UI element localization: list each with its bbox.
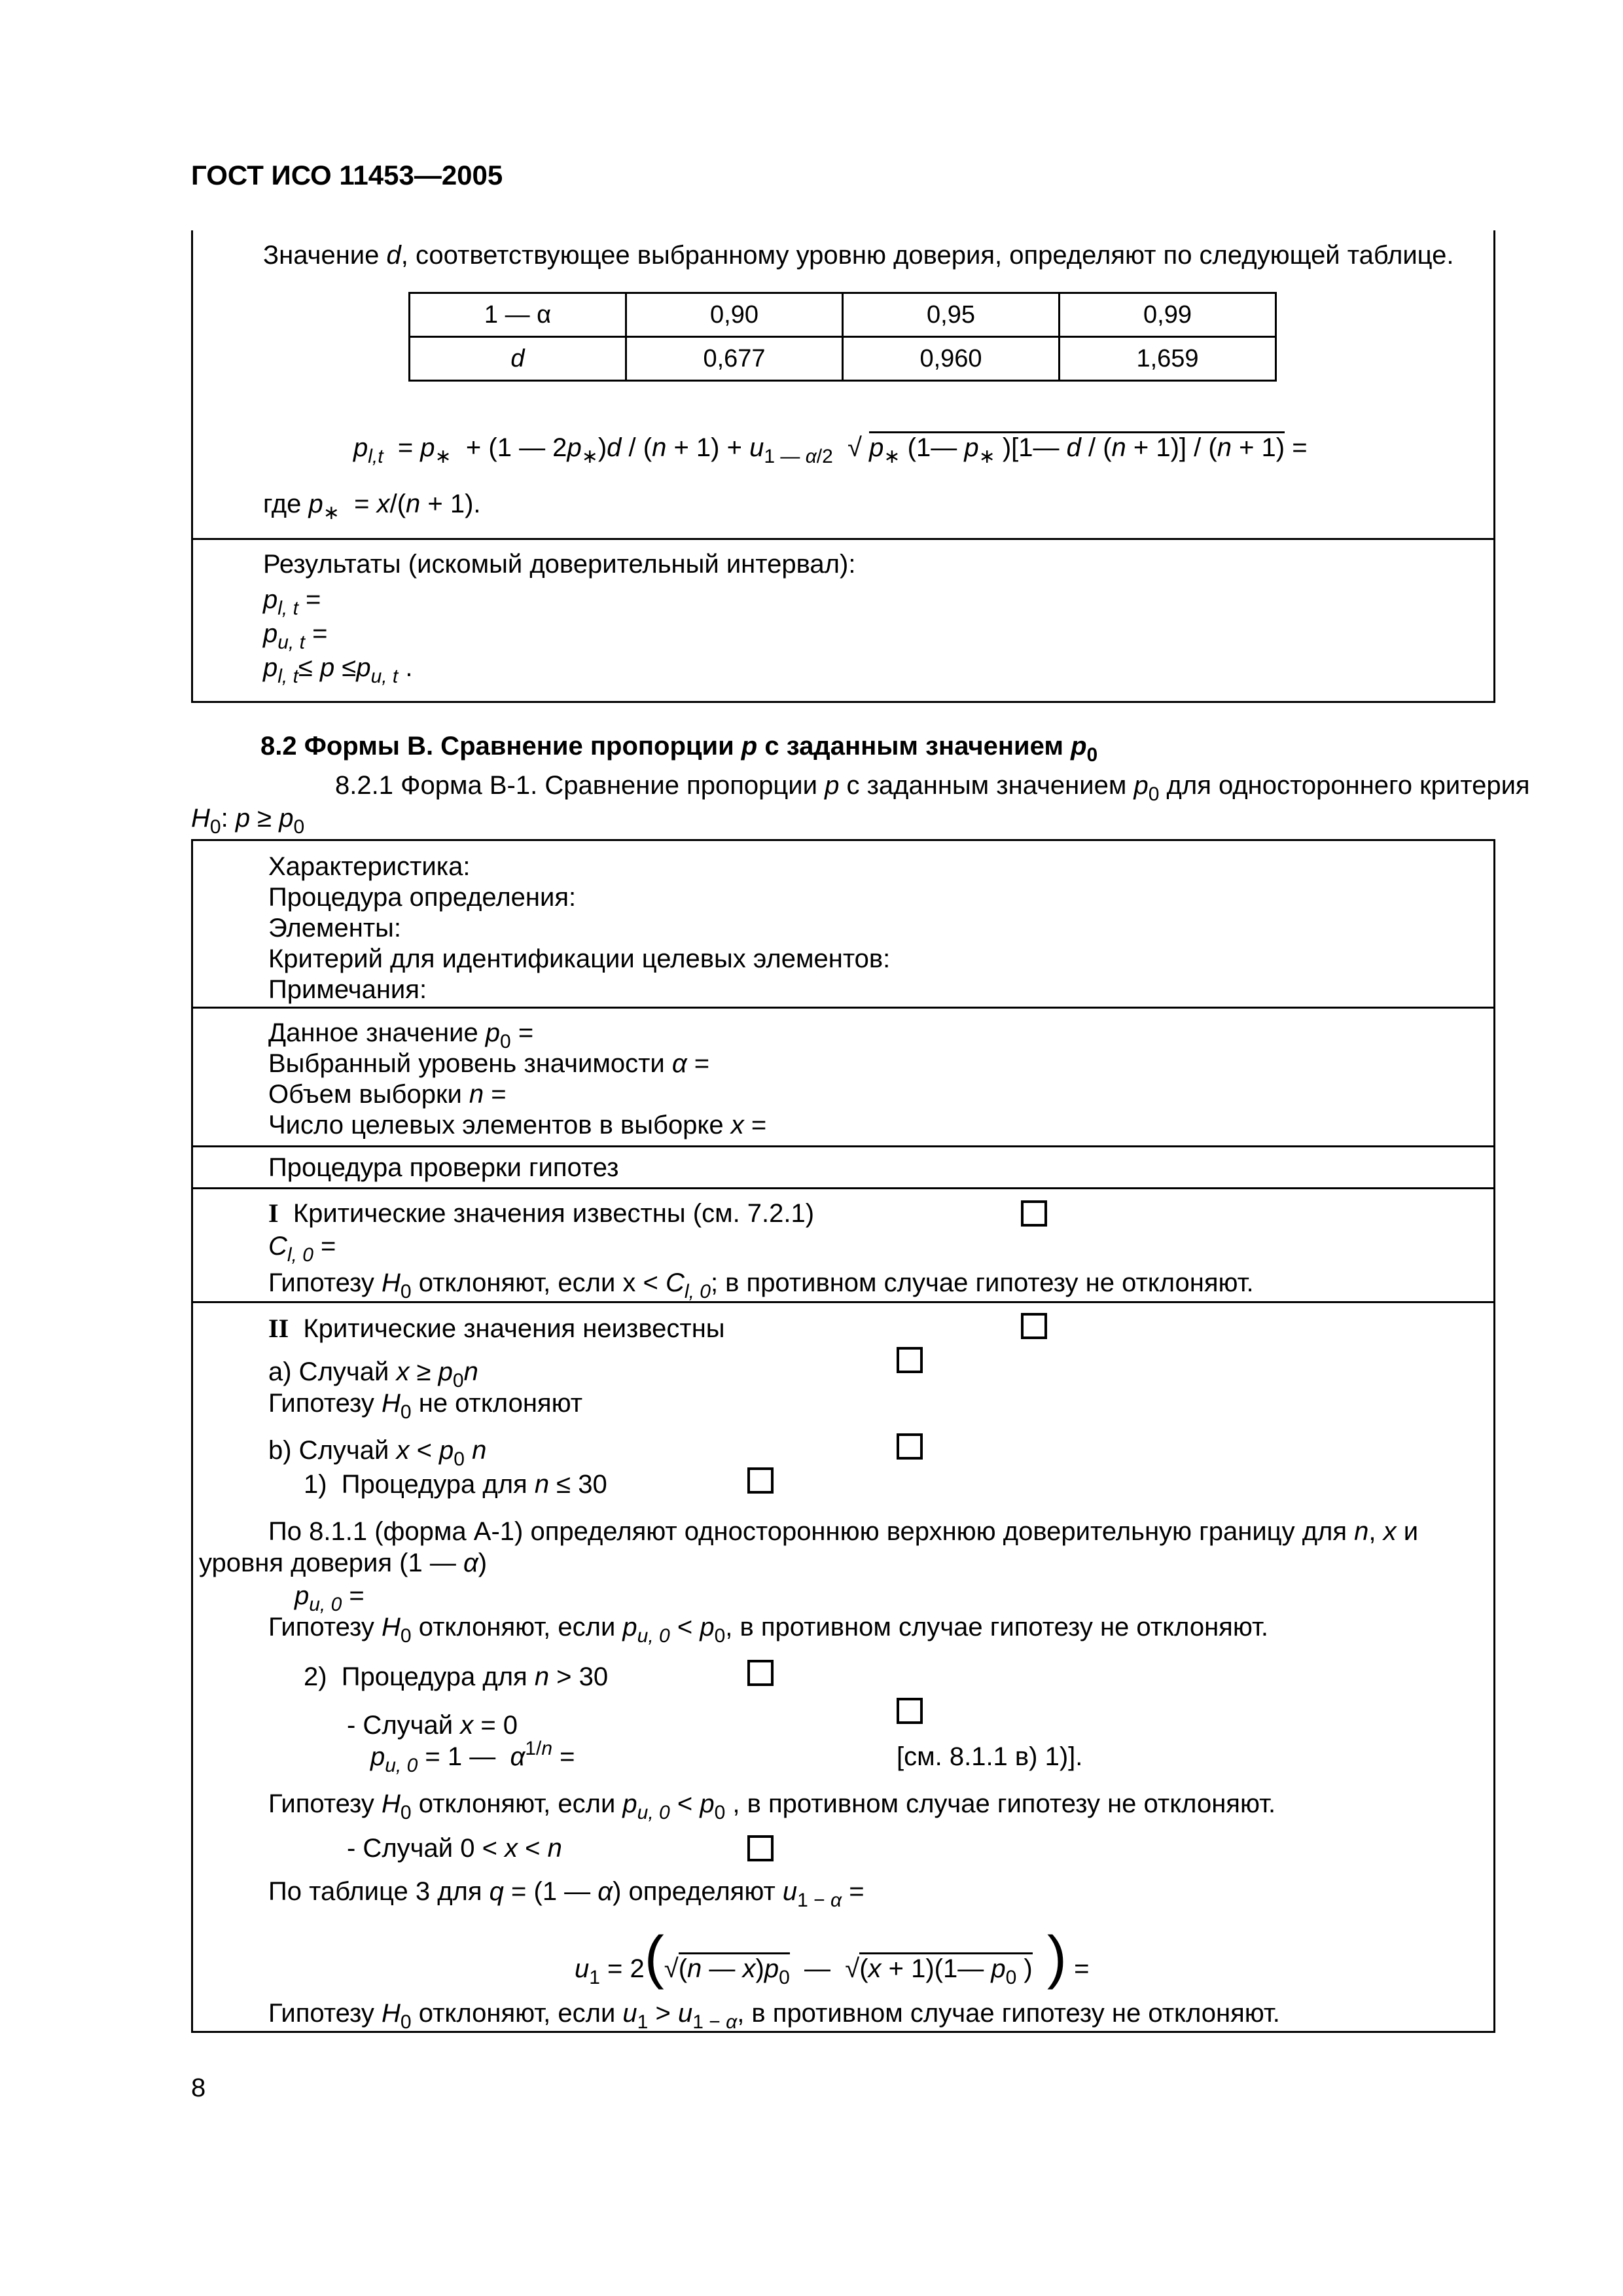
results-title: Результаты (искомый доверительный интервал): [263, 550, 856, 579]
table-row [410, 293, 1276, 337]
top-box-bottom [191, 701, 1495, 703]
result-upper: $p_{u, t}$ = [263, 619, 328, 653]
b1-reject: Гипотезу $H_0$ отклоняют, если $p_{u, 0} < p_0$, в противном случае гипотезу не отклоняют. [268, 1613, 1268, 1647]
confidence-formula: $p_{l,t} = p_∗ + (1$ — $2p_∗)d / (n + 1) + u_{1 — \alpha/2}$ √ $p_∗$ (1— $p_∗$ )[1— d / (n + 1)] / (n + 1) = [353, 432, 1308, 463]
top-box-divider [191, 538, 1495, 540]
roman-numeral-I: I [268, 1198, 279, 1228]
table-cell: 0,677 [626, 337, 843, 381]
d-intro-text: Значение d, соответствующее выбранному уровню доверия, определяют по следующей таблице. [263, 241, 1454, 270]
case-b-checkbox[interactable] [897, 1433, 923, 1460]
where-definition: где $p_∗ = x/(n + 1)$. [263, 490, 481, 524]
form-divider [191, 1187, 1495, 1189]
b1-text-line1: По 8.1.1 (форма А-1) определяют одностороннюю верхнюю доверительную границу для n, x и [268, 1517, 1419, 1546]
case-x0-checkbox[interactable] [897, 1698, 923, 1724]
table-cell: 1,659 [1060, 337, 1276, 381]
case-x0-reference: [см. 8.1.1 в) 1)]. [897, 1742, 1083, 1771]
target-count-label: Число целевых элементов в выборке x = [268, 1111, 767, 1139]
procedure-n-gt-30: 2) Процедура для n > 30 [304, 1662, 609, 1691]
procedure-n-le-30-checkbox[interactable] [747, 1467, 774, 1494]
table-cell: 0,90 [626, 293, 843, 337]
page-number: 8 [191, 2073, 206, 2102]
top-box-right-border [1493, 230, 1495, 703]
section-title: 8.2 Формы В. Сравнение пропорции p с заданным значением $p_0$ [260, 732, 1098, 766]
case-a-result: Гипотезу $H_0$ не отклоняют [268, 1389, 583, 1423]
sample-size-label: Объем выборки n = [268, 1080, 507, 1109]
case-a-label: a) Случай $x \ge p_0n$ [268, 1357, 478, 1391]
document-header: ГОСТ ИСО 11453—2005 [191, 160, 503, 190]
case-I-critical: $C_{l, 0}$ = [268, 1232, 336, 1266]
b1-upper-bound: $p_{u, 0}$ = [294, 1581, 365, 1615]
u1-formula: $u_1 = 2(√(n$ — $x)p_0$ — √(x + 1)(1— $p_0$ ) ) = [575, 1925, 1090, 1990]
form-divider [191, 1007, 1495, 1009]
hypothesis-h0: $H_0$: $p \ge p_0$ [191, 804, 305, 838]
alpha-label: Выбранный уровень значимости α = [268, 1049, 710, 1078]
table-cell: 1 — α [410, 293, 626, 337]
case-x0-formula: $p_{u, 0} = 1$ — $\alpha^{1/n}$ = [370, 1738, 575, 1776]
table-cell: 0,95 [843, 293, 1060, 337]
b1-text-line2: уровня доверия (1 — α) [199, 1549, 488, 1577]
notes-label: Примечания: [268, 975, 427, 1004]
case-a-checkbox[interactable] [897, 1347, 923, 1373]
final-reject: Гипотезу $H_0$ отклоняют, если $u_1 > u_{1 - \alpha}$, в противном случае гипотезу не отклоняют. [268, 1999, 1280, 2033]
case-x0-reject: Гипотезу $H_0$ отклоняют, если $p_{u, 0} < p_0$ , в противном случае гипотезу не отклоняют. [268, 1789, 1276, 1823]
procedure-title: Процедура проверки гипотез [268, 1153, 619, 1182]
case-I-title: I Критические значения известны (см. 7.2.1) [268, 1198, 815, 1228]
table-cell: 0,960 [843, 337, 1060, 381]
case-b-label: b) Случай $x < p_0$ n [268, 1436, 487, 1470]
result-lower: $p_{l, t}$ = [263, 585, 321, 619]
form-divider [191, 1301, 1495, 1303]
case-xn-checkbox[interactable] [747, 1835, 774, 1861]
section-subtitle: 8.2.1 Форма В-1. Сравнение пропорции p с заданным значением $p_0$ для одностороннего критерия [335, 771, 1530, 805]
case-I-checkbox[interactable] [1021, 1200, 1047, 1227]
case-xn-label: - Случай 0 < x < n [347, 1834, 562, 1863]
result-interval: $p_{l, t}\le p \le p_{u, t}$ . [263, 653, 413, 687]
case-II-checkbox[interactable] [1021, 1313, 1047, 1339]
roman-numeral-II: II [268, 1314, 289, 1343]
form-divider [191, 1145, 1495, 1147]
criterion-label: Критерий для идентификации целевых элементов: [268, 944, 891, 973]
table3-text: По таблице 3 для q = (1 — α) определяют $u_{1 - \alpha}$ = [268, 1877, 865, 1911]
d-value-table [408, 292, 1277, 382]
procedure-definition-label: Процедура определения: [268, 883, 577, 912]
table-row [410, 337, 1276, 381]
characteristic-label: Характеристика: [268, 852, 471, 881]
elements-label: Элементы: [268, 914, 402, 942]
procedure-n-le-30: 1) Процедура для n ≤ 30 [304, 1470, 607, 1499]
top-box-left-border [191, 230, 193, 703]
given-p0-label: Данное значение $p_0$ = [268, 1018, 534, 1052]
table-cell: 0,99 [1060, 293, 1276, 337]
procedure-n-gt-30-checkbox[interactable] [747, 1660, 774, 1686]
case-x0-label: - Случай x = 0 [347, 1711, 518, 1740]
table-cell: d [410, 337, 626, 381]
case-I-reject: Гипотезу $H_0$ отклоняют, если $x < C_{l, 0}$; в противном случае гипотезу не отклоняют. [268, 1268, 1254, 1302]
case-II-title: II Критические значения неизвестны [268, 1314, 725, 1343]
